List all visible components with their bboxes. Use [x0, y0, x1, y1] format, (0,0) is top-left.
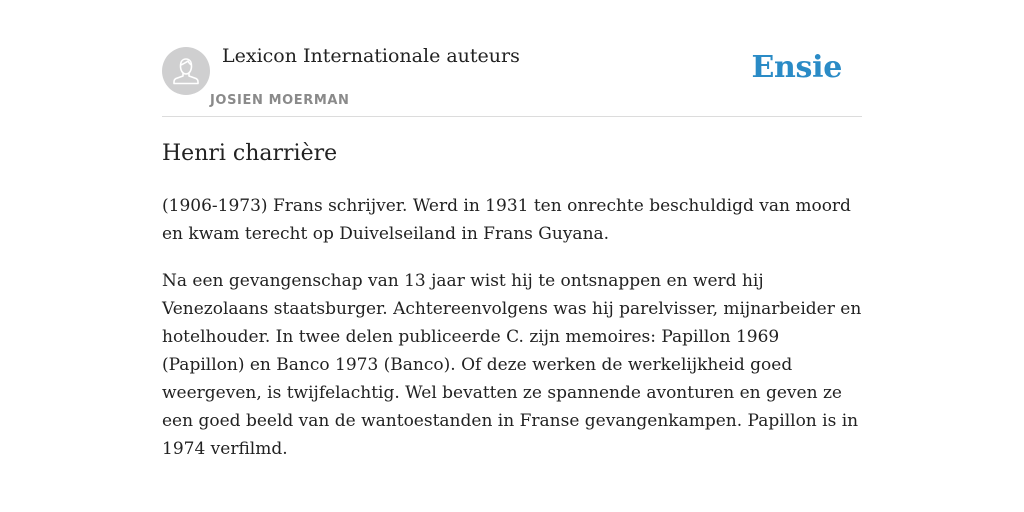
article: [162, 138, 862, 463]
ensie-logo[interactable]: Ensie: [751, 50, 842, 85]
article-paragraph: Na een gevangenschap van 13 jaar wist hij te ontsnappen en werd hij Venezolaans staatsburger. Achtereenvolgens was hij parelvisser, mijnarbeider en hotelhouder. In twee delen publiceerde C. zijn memoires: Papillon 1969 (Papillon) en Banco 1973 (Banco). Of deze werken de werkelijkheid goed weergeven, is twijfelachtig. Wel bevatten ze spannende avonturen en geven ze een goed beeld van de wantoestanden in Franse gevangenkampen. Papillon is in 1974 verfilmd.: [162, 271, 862, 459]
author-avatar[interactable]: [162, 47, 210, 95]
article-paragraph: (1906-1973) Frans schrijver. Werd in 1931 ten onrechte beschuldigd van moord en kwam terecht op Duivelseiland in Frans Guyana.: [162, 196, 851, 244]
source-title[interactable]: Lexicon Internationale auteurs: [222, 45, 520, 67]
author-name[interactable]: JOSIEN MOERMAN: [210, 93, 350, 108]
article-title: Henri charrière: [162, 141, 338, 166]
user-silhouette-icon: [162, 47, 210, 95]
header: [162, 0, 862, 117]
